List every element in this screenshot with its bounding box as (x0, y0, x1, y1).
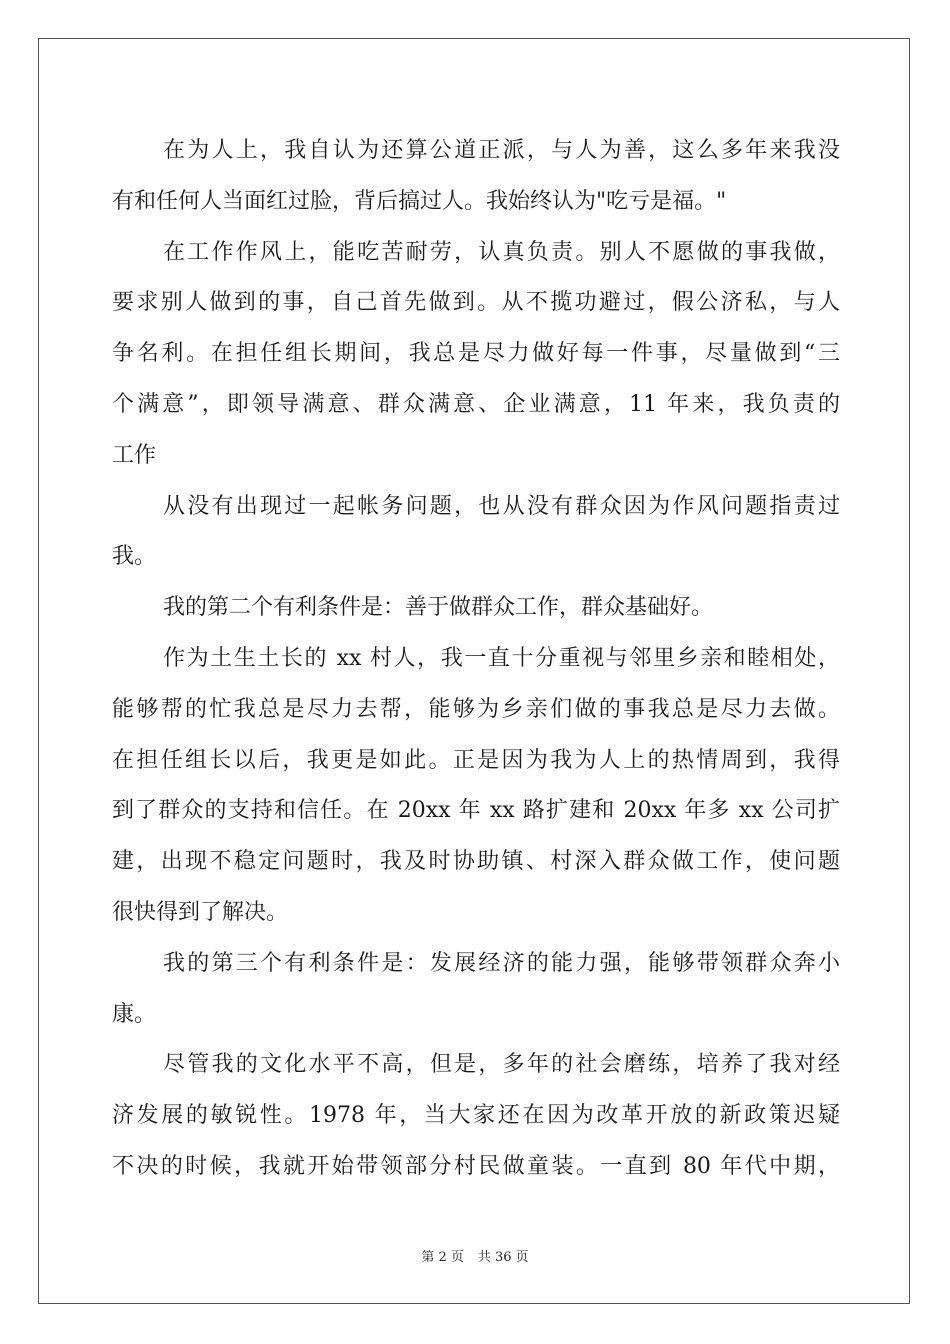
text-line: 很快得到了解决。 (112, 899, 289, 925)
text-line: 不决的时候，我就开始带领部分村民做童装。一直到 80 年代中期， (112, 1153, 840, 1179)
text-line: 在工作作风上，能吃苦耐劳，认真负责。别人不愿做的事我做， (163, 239, 840, 265)
total-pages-label: 共 36 页 (477, 1250, 529, 1265)
text-line: 在为人上，我自认为还算公道正派，与人为善，这么多年来我没 (163, 138, 840, 163)
text-line: 作为土生土长的 xx 村人，我一直十分重视与邻里乡亲和睦相处， (163, 645, 840, 671)
text-line: 工作 (112, 442, 157, 468)
text-line: 在担任组长以后，我更是如此。正是因为我为人上的热情周到，我得 (112, 747, 840, 773)
document-body (112, 126, 840, 1193)
text-line: 要求别人做到的事，自己首先做到。从不揽功避过，假公济私，与人 (112, 290, 840, 316)
text-line: 个满意”，即领导满意、群众满意、企业满意，11 年来，我负责的 (112, 391, 840, 417)
text-line: 尽管我的文化水平不高，但是，多年的社会磨练，培养了我对经 (163, 1052, 840, 1078)
text-line: 从没有出现过一起帐务问题，也从没有群众因为作风问题指责过 (163, 493, 840, 519)
current-page-label: 第 2 页 (421, 1250, 464, 1265)
page-footer (0, 1246, 950, 1265)
text-line: 康。 (112, 1001, 157, 1027)
text-line: 能够帮的忙我总是尽力去帮，能够为乡亲们做的事我总是尽力去做。 (112, 696, 840, 722)
text-line: 我的第三个有利条件是：发展经济的能力强，能够带领群众奔小 (163, 950, 840, 976)
text-line: 济发展的敏锐性。1978 年，当大家还在因为改革开放的新政策迟疑 (112, 1103, 840, 1129)
text-line: 我。 (112, 544, 157, 570)
text-line: 建，出现不稳定问题时，我及时协助镇、村深入群众做工作，使问题 (112, 849, 840, 875)
text-line: 有和任何人当面红过脸，背后搞过人。我始终认为"吃亏是福。" (112, 188, 727, 214)
text-line: 到了群众的支持和信任。在 20xx 年 xx 路扩建和 20xx 年多 xx 公司扩 (112, 798, 840, 824)
text-line: 争名利。在担任组长期间，我总是尽力做好每一件事，尽量做到“三 (112, 341, 840, 367)
text-line: 我的第二个有利条件是：善于做群众工作，群众基础好。 (163, 595, 714, 621)
